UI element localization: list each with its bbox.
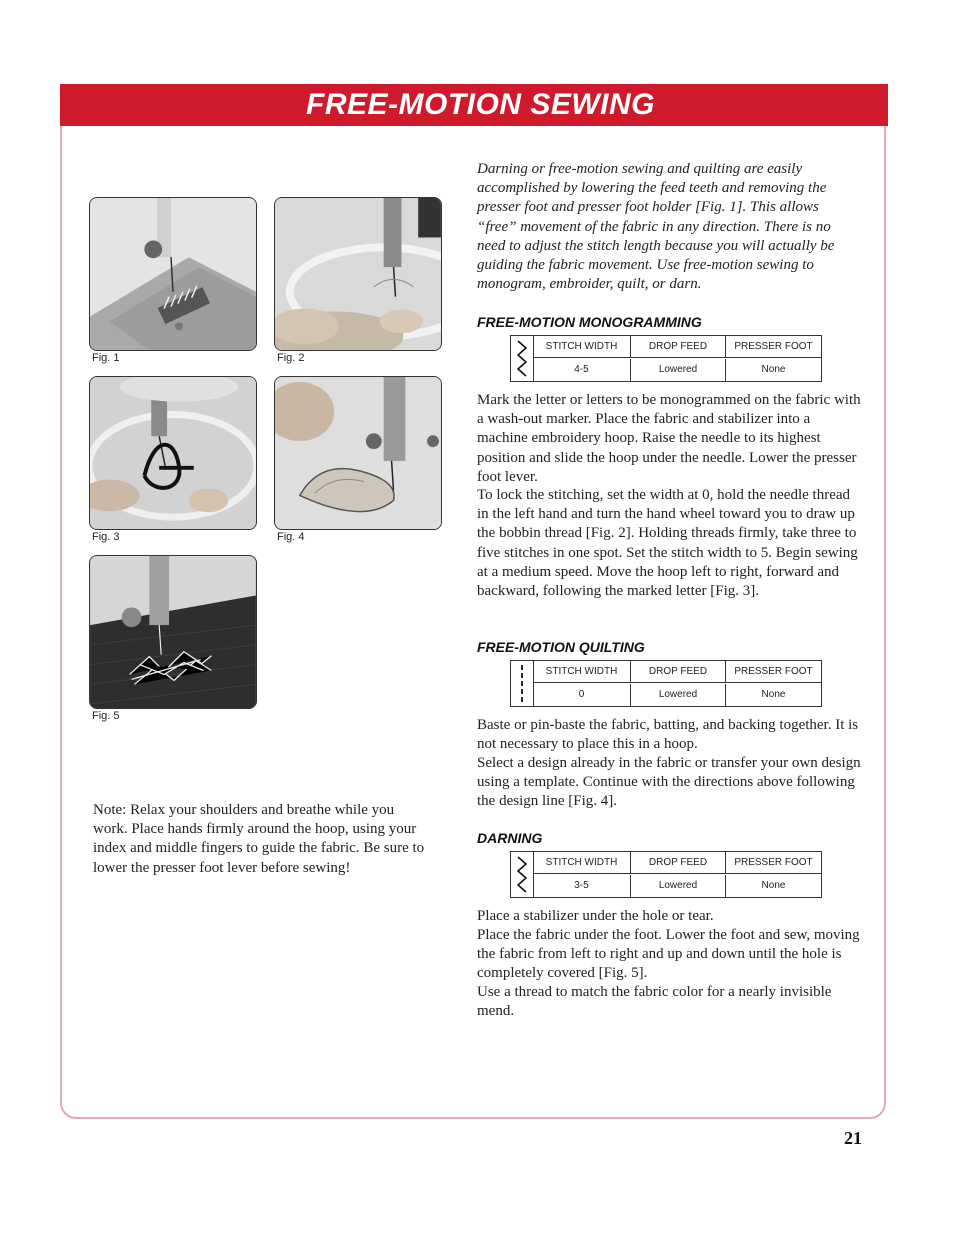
header-presser-foot: PRESSER FOOT xyxy=(726,336,821,358)
figure-1-photo xyxy=(89,197,257,351)
header-presser-foot: PRESSER FOOT xyxy=(726,661,821,683)
value-drop-feed: Lowered xyxy=(631,359,726,381)
header-drop-feed: DROP FEED xyxy=(631,336,726,358)
page-title: FREE-MOTION SEWING xyxy=(306,88,655,121)
quilting-paragraph-2: Select a design already in the fabric or transfer your own design using a template. Continue with the directions above following the design line [Fig. 4]. xyxy=(477,755,861,810)
monogramming-paragraph-1: Mark the letter or letters to be monogrammed on the fabric with a wash-out marker. Place the fabric and stabilizer into a machine embroidery hoop. Raise the needle to its highest position and slide the hoop under the needle. Lower the presser foot lever. xyxy=(477,392,861,485)
header-drop-feed: DROP FEED xyxy=(631,852,726,874)
value-drop-feed: Lowered xyxy=(631,684,726,706)
value-stitch-width: 0 xyxy=(533,684,631,706)
figure-3-label: Fig. 3 xyxy=(92,531,120,543)
figure-2-photo xyxy=(274,197,442,351)
section-heading-quilting: FREE-MOTION QUILTING xyxy=(477,639,645,655)
value-drop-feed: Lowered xyxy=(631,875,726,897)
header-stitch-width: STITCH WIDTH xyxy=(533,852,631,874)
intro-text: Darning or free-motion sewing and quilting are easily accomplished by lowering the feed teeth and removing the presser foot and presser foot holder [Fig. 1]. This allows “free” movement of the fabric in any direction. There is no need to adjust the stitch length because you will actually be guiding the fabric movement. Use free-motion sewing to monogram, embroider, quilt, or darn. xyxy=(477,161,835,293)
quilting-paragraph-1: Baste or pin-baste the fabric, batting, and backing together. It is not necessary to place this in a hoop. xyxy=(477,717,859,753)
settings-table-monogramming xyxy=(510,335,822,382)
title-banner xyxy=(60,84,888,126)
settings-table-darning xyxy=(510,851,822,898)
darning-paragraph-3: Use a thread to match the fabric color for a nearly invisible mend. xyxy=(477,984,832,1020)
darning-paragraph-2: Place the fabric under the foot. Lower the foot and sew, moving the fabric from left to right and up and down until the hole is completely covered [Fig. 5]. xyxy=(477,927,860,982)
value-presser-foot: None xyxy=(761,880,786,891)
settings-table-quilting xyxy=(510,660,822,707)
darning-paragraph-1: Place a stabilizer under the hole or tear. xyxy=(477,908,714,924)
value-stitch-width: 3-5 xyxy=(533,875,631,897)
figure-1-label: Fig. 1 xyxy=(92,352,120,364)
figure-4-photo xyxy=(274,376,442,530)
figure-5-photo xyxy=(89,555,257,709)
figure-2-label: Fig. 2 xyxy=(277,352,305,364)
section-heading-monogramming: FREE-MOTION MONOGRAMMING xyxy=(477,314,702,330)
figure-3-photo xyxy=(89,376,257,530)
value-stitch-width: 4-5 xyxy=(533,359,631,381)
figure-5-label: Fig. 5 xyxy=(92,710,120,722)
monogramming-paragraph-2: To lock the stitching, set the width at 0, hold the needle thread in the left hand and turn the hand wheel toward you to draw up the bobbin thread [Fig. 2]. Holding threads firmly, take three to five stitches in one spot. Set the stitch width to 5. Begin sewing at a medium speed. Move the hoop left to right, forward and backward, following the marked letter [Fig. 3]. xyxy=(477,487,858,600)
zigzag-stitch-icon xyxy=(511,852,534,897)
header-stitch-width: STITCH WIDTH xyxy=(533,661,631,683)
note-text: Note: Relax your shoulders and breathe while you work. Place hands firmly around the hoop, using your index and middle fingers to guide the fabric. Be sure to lower the presser foot lever before sewing! xyxy=(93,802,425,876)
value-presser-foot: None xyxy=(761,364,786,375)
value-presser-foot: None xyxy=(761,689,786,700)
header-presser-foot: PRESSER FOOT xyxy=(726,852,821,874)
figure-4-label: Fig. 4 xyxy=(277,531,305,543)
header-stitch-width: STITCH WIDTH xyxy=(533,336,631,358)
straight-stitch-icon xyxy=(511,661,534,706)
section-heading-darning: DARNING xyxy=(477,830,543,846)
page-number: 21 xyxy=(844,1128,862,1148)
header-drop-feed: DROP FEED xyxy=(631,661,726,683)
zigzag-stitch-icon xyxy=(511,336,534,381)
